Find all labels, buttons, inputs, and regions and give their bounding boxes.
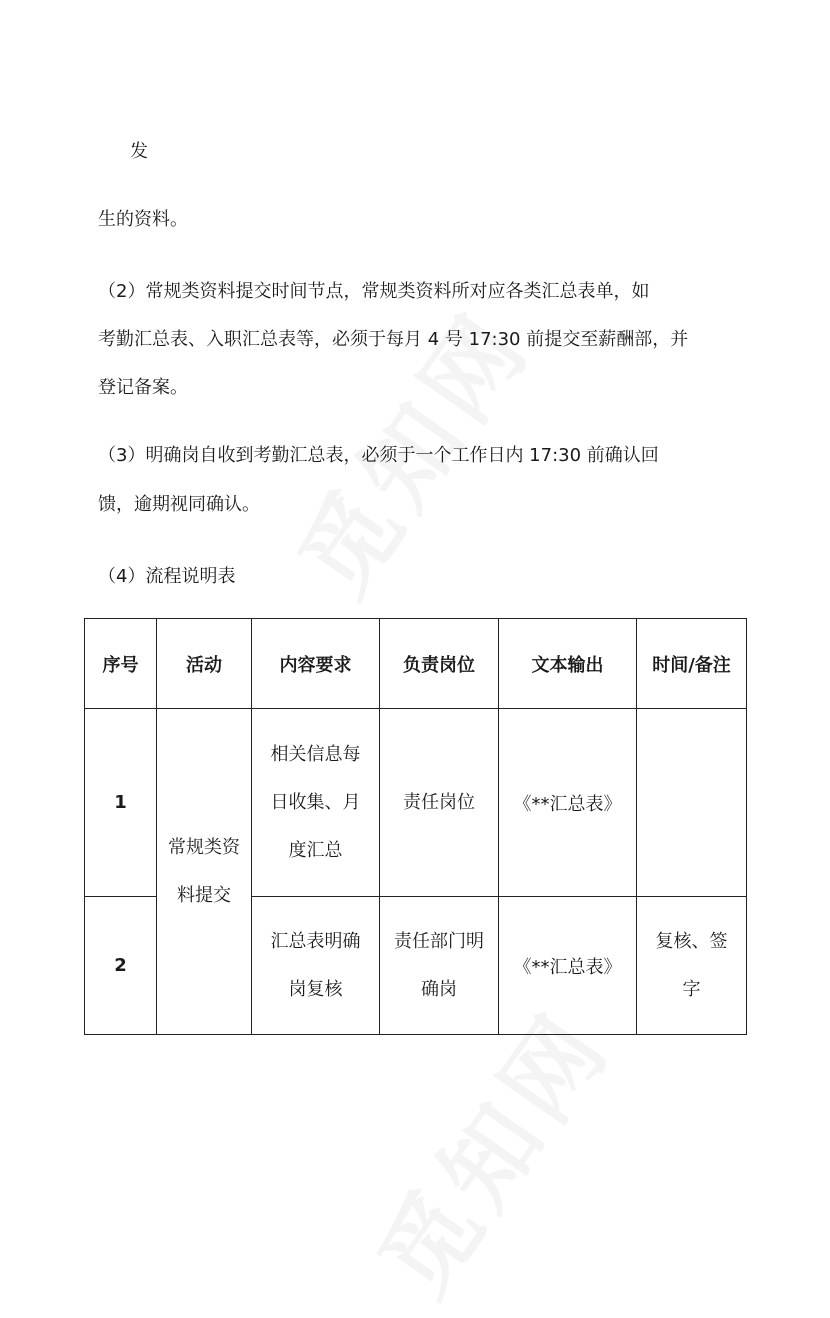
role-line: 责任部门明	[394, 930, 484, 952]
output-cell: 《**汇总表》	[499, 897, 637, 1035]
header-cell: 时间/备注	[637, 619, 747, 709]
paragraph-2-line-1: （2）常规类资料提交时间节点，常规类资料所对应各类汇总表单，如	[98, 281, 650, 302]
activity-line: 常规类资	[168, 836, 240, 858]
content-cell	[252, 897, 380, 1035]
note-cell	[637, 897, 747, 1035]
row-number: 2	[85, 897, 157, 1035]
process-table	[84, 618, 747, 1035]
activity-line: 料提交	[177, 884, 231, 906]
role-line: 责任岗位	[403, 791, 475, 813]
content-line: 度汇总	[288, 839, 343, 861]
content-line: 岗复核	[288, 978, 343, 1000]
role-cell	[380, 709, 499, 897]
content-line: 相关信息每	[270, 743, 361, 765]
fragment-line-2: 生的资料。	[98, 209, 188, 230]
header-cell: 活动	[157, 619, 252, 709]
header-cell: 文本输出	[499, 619, 637, 709]
activity-cell	[157, 709, 252, 1035]
content-cell	[252, 709, 380, 897]
content-line: 日收集、月	[270, 791, 361, 813]
paragraph-3-line-2: 馈，逾期视同确认。	[98, 494, 260, 515]
role-line: 确岗	[421, 978, 457, 1000]
fragment-line-1: 发	[130, 141, 148, 162]
content-line: 汇总表明确	[270, 930, 361, 952]
header-cell: 序号	[85, 619, 157, 709]
note-line: 字	[682, 978, 701, 1000]
paragraph-4-heading: （4）流程说明表	[98, 566, 236, 587]
paragraph-3-line-1: （3）明确岗自收到考勤汇总表，必须于一个工作日内 17:30 前确认回	[98, 445, 659, 466]
note-cell	[637, 709, 747, 897]
paragraph-2-line-2: 考勤汇总表、入职汇总表等，必须于每月 4 号 17:30 前提交至薪酬部，并	[98, 329, 689, 350]
note-line: 复核、签	[655, 930, 728, 952]
output-cell: 《**汇总表》	[499, 709, 637, 897]
table-header-row	[85, 619, 747, 709]
header-cell: 内容要求	[252, 619, 380, 709]
row-number: 1	[85, 709, 157, 897]
paragraph-2-line-3: 登记备案。	[98, 377, 188, 398]
header-cell: 负责岗位	[380, 619, 499, 709]
table-row	[85, 709, 747, 897]
role-cell	[380, 897, 499, 1035]
